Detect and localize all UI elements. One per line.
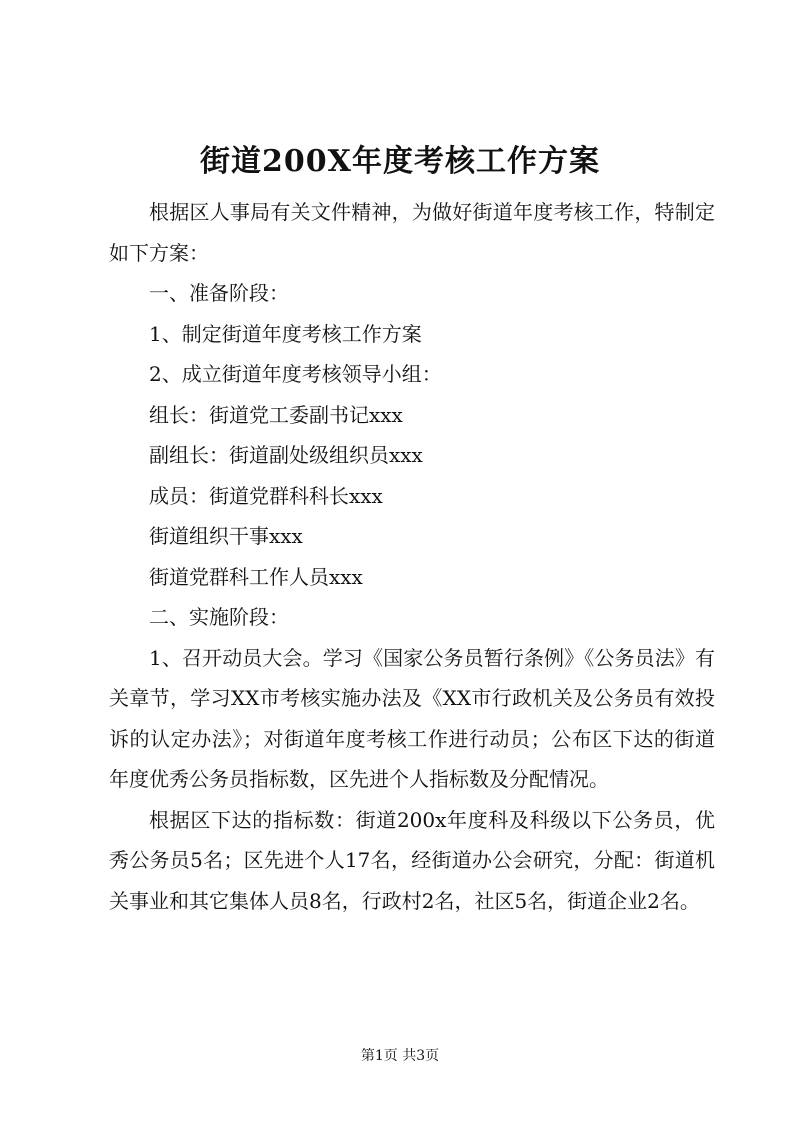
section-heading-implementation: 二、实施阶段： xyxy=(149,605,289,629)
member-line: 街道组织干事xxx xyxy=(149,524,303,548)
paragraph-quota: 根据区下达的指标数：街道200x年度科及科级以下公务员，优秀公务员5名；区先进个人17名，经街道办公会研究，分配：街道机关事业和其它集体人员8名，行政村2名，社区5名，街道企业2名。 xyxy=(109,807,715,913)
paragraph-intro: 根据区人事局有关文件精神，为做好街道年度考核工作，特制定如下方案： xyxy=(109,200,715,265)
document-body xyxy=(109,192,715,921)
group-leader-line: 组长：街道党工委副书记xxx xyxy=(149,402,403,427)
section-heading-preparation: 一、准备阶段： xyxy=(149,281,289,305)
paragraph-mobilization: 1、召开动员大会。学习《国家公务员暂行条例》《公务员法》有关章节，学习XX市考核实施办法及《XX市行政机关及公务员有效投诉的认定办法》；对街道年度考核工作进行动员；公布区下达的街道年度优秀公务员指标数，区先进个人指标数及分配情况。 xyxy=(109,645,715,791)
document-title: 街道200X年度考核工作方案 xyxy=(200,144,600,179)
page-footer: 第1页 共3页 xyxy=(360,1048,440,1064)
member-line: 成员：街道党群科科长xxx xyxy=(149,483,383,508)
list-item-leading-group: 2、成立街道年度考核领导小组： xyxy=(149,362,442,386)
deputy-leader-line: 副组长：街道副处级组织员xxx xyxy=(149,443,423,467)
member-line: 街道党群科工作人员xxx xyxy=(149,564,363,589)
list-item-plan: 1、制定街道年度考核工作方案 xyxy=(149,321,422,346)
